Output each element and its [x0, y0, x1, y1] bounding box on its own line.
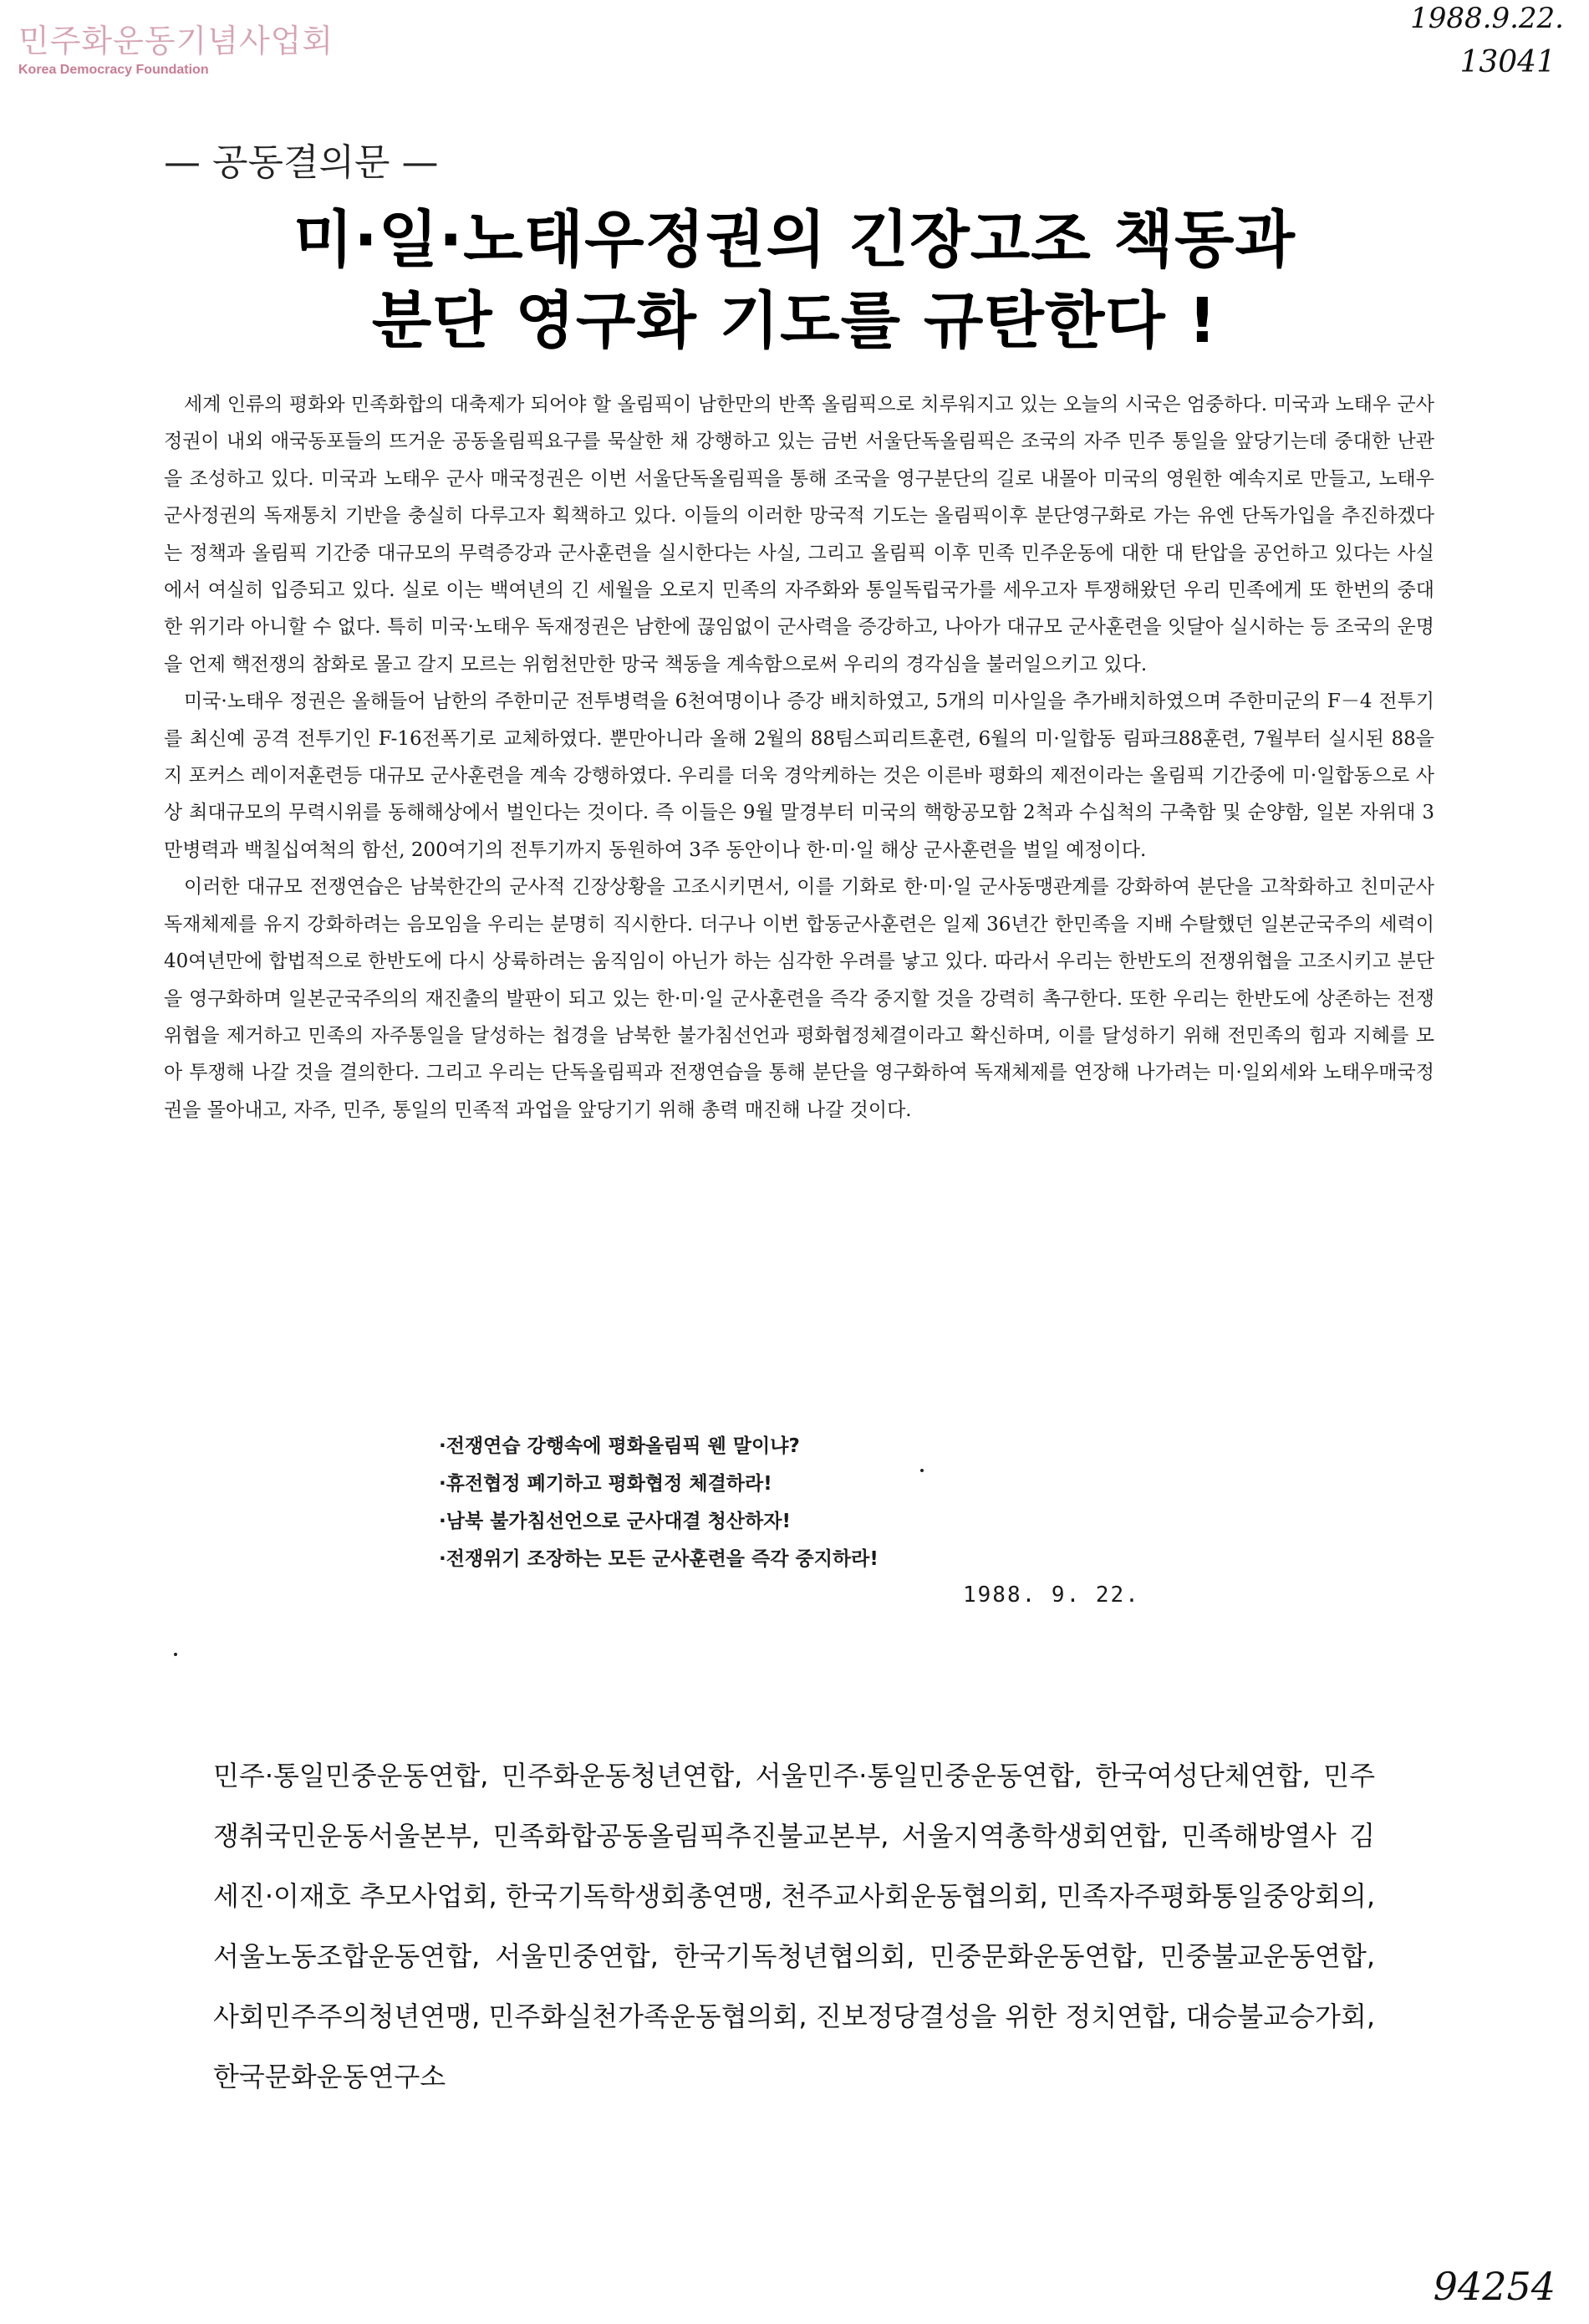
body-paragraph-3: 이러한 대규모 전쟁연습은 남북한간의 군사적 긴장상황을 고조시키면서, 이를 기화로 한·미·일 군사동맹관계를 강화하여 분단을 고착화하고 친미군사독재체제를 유지 강화하려는 음모임을 우리는 분명히 직시한다. 더구나 이번 합동군사훈련은 일제 36년간 한민족을 지배 수탈했던 일본군국주의 세력이 40여년만에 합법적으로 한반도에 다시 상륙하려는 움직임이 아닌가 하는 심각한 우려를 낳고 있다. 따라서 우리는 한반도의 전쟁위협을 고조시키고 분단을 영구화하며 일본군국주의의 재진출의 발판이 되고 있는 한·미·일 군사훈련을 즉각 중지할 것을 강력히 촉구한다. 또한 우리는 한반도에 상존하는 전쟁위협을 제거하고 민족의 자주통일을 달성하는 첩경을 남북한 불가침선언과 평화협정체결이라고 확신하며, 이를 달성하기 위해 전민족의 힘과 지혜를 모아 투쟁해 나갈 것을 결의한다. 그리고 우리는 단독올림픽과 전쟁연습을 통해 분단을 영구화하여 독재체제를 연장해 나가려는 미·일외세와 노태우매국정권을 몰아내고, 자주, 민주, 통일의 민족적 과업을 앞당기기 위해 총력 매진해 나갈 것이다. [164, 876, 1434, 1121]
stray-mark [174, 1653, 177, 1656]
handwritten-code: 13041 [1459, 45, 1556, 79]
slogan-list [439, 1428, 879, 1578]
body-paragraph-1: 세계 인류의 평화와 민족화합의 대축제가 되어야 할 올림픽이 남한만의 반쪽 올림픽으로 치루워지고 있는 오늘의 시국은 엄중하다. 미국과 노태우 군사정권이 내외 애국동포들의 뜨거운 공동올림픽요구를 묵살한 채 강행하고 있는 금번 서울단독올림픽은 조국의 자주 민주 통일을 앞당기는데 중대한 난관을 조성하고 있다. 미국과 노태우 군사 매국정권은 이번 서울단독올림픽을 통해 조국을 영구분단의 길로 내몰아 미국의 영원한 예속지로 만들고, 노태우 군사정권의 독재통치 기반을 충실히 다루고자 획책하고 있다. 이들의 이러한 망국적 기도는 올림픽이후 분단영구화로 가는 유엔 단독가입을 추진하겠다는 정책과 올림픽 기간중 대규모의 무력증강과 군사훈련을 실시한다는 사실, 그리고 올림픽 이후 민족 민주운동에 대한 대 탄압을 공언하고 있다는 사실에서 여실히 입증되고 있다. 실로 이는 백여년의 긴 세월을 오로지 민족의 자주화와 통일독립국가를 세우고자 투쟁해왔던 우리 민족에게 또 한번의 중대한 위기라 아니할 수 없다. 특히 미국·노태우 독재정권은 남한에 끊임없이 군사력을 증강하고, 나아가 대규모 군사훈련을 잇달아 실시하는 등 조국의 운명을 언제 핵전쟁의 참화로 몰고 갈지 모르는 위험천만한 망국 책동을 계속함으로써 우리의 경각심을 불러일으키고 있다. [164, 394, 1434, 675]
document-subtitle: — 공동결의문 — [164, 141, 439, 184]
watermark-logo [18, 15, 334, 78]
handwritten-archive-number: 94254 [1433, 2264, 1556, 2309]
document-title-line1: 미·일·노태우정권의 긴장고조 책동과 [293, 204, 1296, 276]
document-title-line2: 분단 영구화 기도를 규탄한다 ! [371, 285, 1218, 357]
handwritten-date: 1988.9.22. [1410, 2, 1564, 35]
watermark-korean: 민주화운동기념사업회 [18, 23, 334, 59]
organization-signatories: 민주·통일민중운동연합, 민주화운동청년연합, 서울민주·통일민중운동연합, 한국여성단체연합, 민주쟁취국민운동서울본부, 민족화합공동올림픽추진불교본부, 서울지역총학생회연합, 민족해방열사 김세진·이재호 추모사업회, 한국기독학생회총연맹, 천주교사회운동협의회, 민족자주평화통일중앙회의, 서울노동조합운동연합, 서울민중연합, 한국기독청년협의회, 민중문화운동연합, 민중불교운동연합, 사회민주주의청년연맹, 민주화실천가족운동협의회, 진보정당결성을 위한 정치연합, 대승불교승가회, 한국문화운동연구소 [213, 1760, 1375, 2092]
slogan-item: ·남북 불가침선언으로 군사대결 청산하자! [439, 1511, 791, 1532]
slogan-item: ·전쟁연습 강행속에 평화올림픽 웬 말이냐? [439, 1435, 800, 1457]
document-body [164, 386, 1434, 1129]
slogan-item: ·전쟁위기 조장하는 모든 군사훈련을 즉각 중지하라! [439, 1548, 879, 1570]
body-paragraph-2: 미국·노태우 정권은 올해들어 남한의 주한미군 전투병력을 6천여명이나 증강 배치하였고, 5개의 미사일을 추가배치하였으며 주한미군의 F－4 전투기를 최신예 공격 전투기인 F-16전폭기로 교체하였다. 뿐만아니라 올해 2월의 88팀스피리트훈련, 6월의 미·일합동 림파크88훈련, 7월부터 실시된 88을지 포커스 레이저훈련등 대규모 군사훈련을 계속 강행하였다. 우리를 더욱 경악케하는 것은 이른바 평화의 제전이라는 올림픽 기간중에 미·일합동으로 사상 최대규모의 무력시위를 동해해상에서 벌인다는 것이다. 즉 이들은 9월 말경부터 미국의 핵항공모함 2척과 수십척의 구축함 및 순양함, 일본 자위대 3만병력과 백칠십여척의 함선, 200여기의 전투기까지 동원하여 3주 동안이나 한·미·일 해상 군사훈련을 벌일 예정이다. [164, 691, 1434, 861]
document-date: 1988. 9. 22. [963, 1582, 1140, 1608]
slogan-item: ·휴전협정 폐기하고 평화협정 체결하라! [439, 1473, 772, 1495]
watermark-english: Korea Democracy Foundation [18, 63, 209, 77]
stray-mark [920, 1469, 924, 1472]
